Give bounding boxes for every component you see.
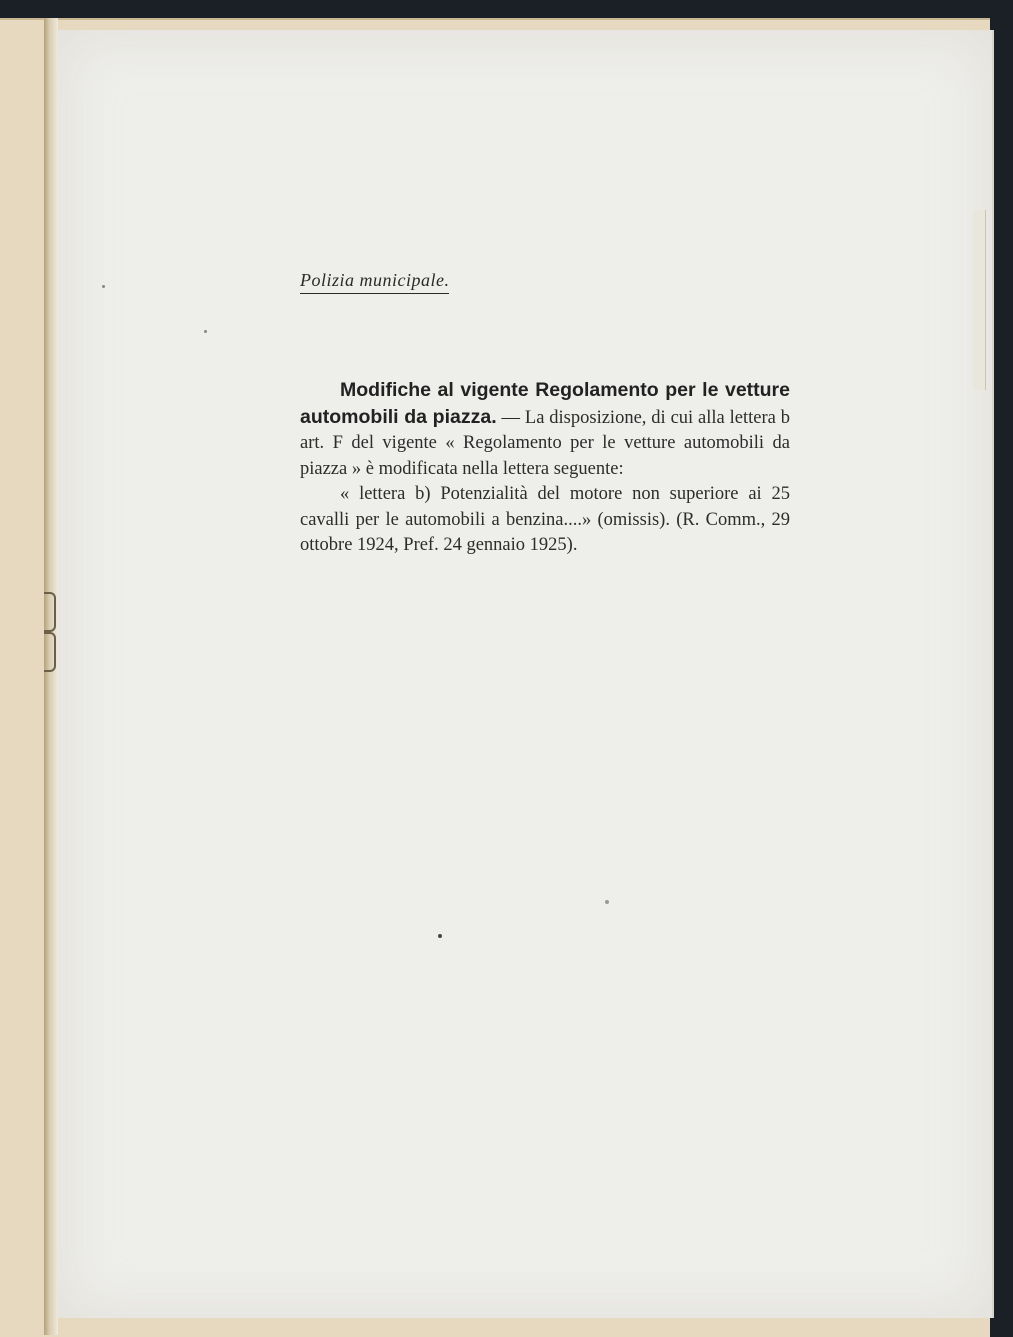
spine-shadow	[44, 18, 58, 1335]
article-heading: Modifiche al vigente Regolamento per le vetture automobili da piazza.	[300, 379, 790, 428]
staple	[44, 632, 56, 672]
article-body: — La disposizione, di cui alla lettera b art. F del vigente « Regolamento per le vetture automobili da piazza » è modificata nella lettera seguente:	[300, 407, 790, 479]
article-paragraph	[300, 378, 790, 482]
torn-page-edge	[973, 210, 986, 390]
document-page	[58, 30, 994, 1318]
article-quote-text: « lettera b) Potenzialità del motore non superiore ai 25 cavalli per le automobili a benzina....» (omissis). (R. Comm., 29 ottobre 1924, Pref. 24 gennaio 1925).	[300, 484, 790, 555]
staple	[44, 592, 56, 632]
paper-speck	[102, 285, 105, 288]
article-quote	[300, 482, 790, 559]
paper-speck	[204, 330, 207, 333]
paper-speck	[438, 934, 442, 938]
paper-speck	[605, 900, 609, 904]
section-title: Polizia municipale.	[300, 270, 449, 294]
article	[300, 378, 790, 559]
